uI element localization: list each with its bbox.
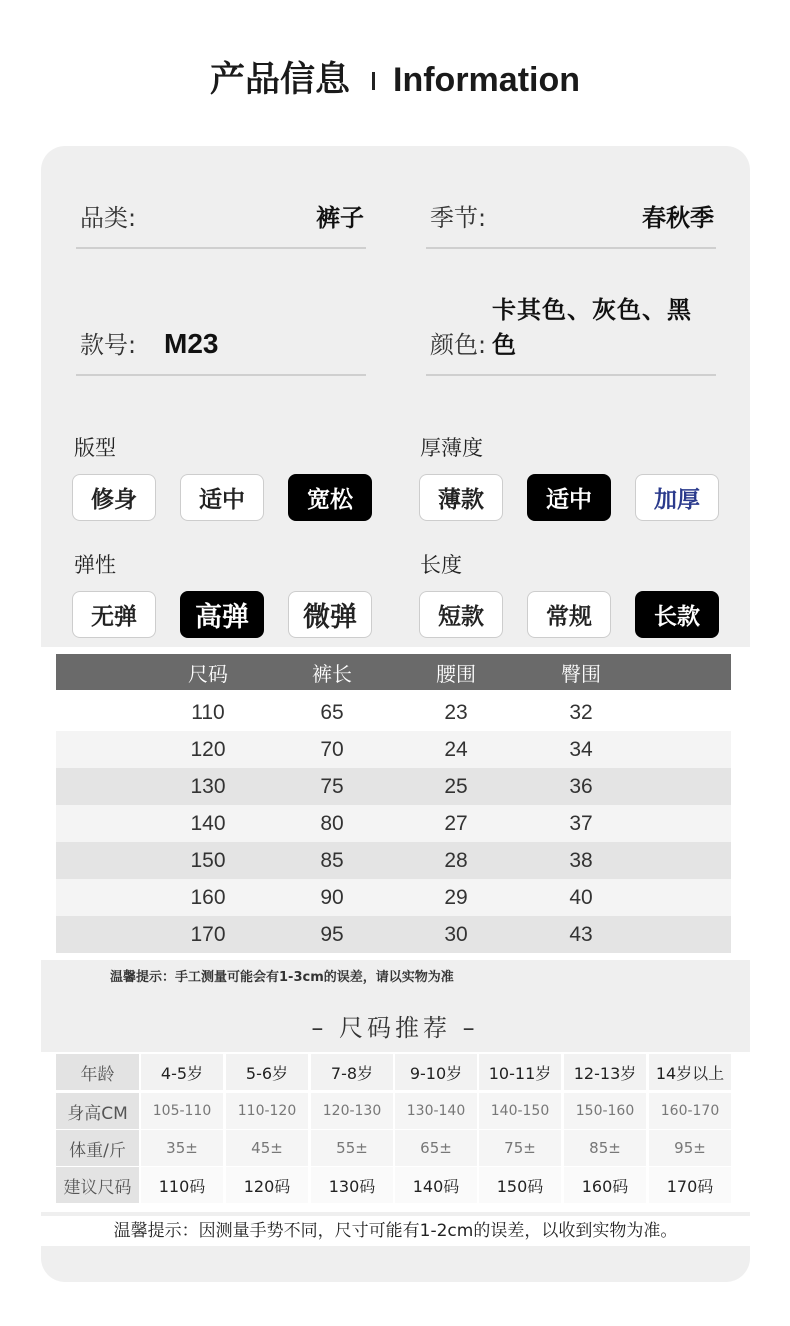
age-cell: 7-8岁: [311, 1054, 393, 1090]
length-option-long: 长款: [635, 591, 719, 638]
cell-length: 90: [320, 885, 344, 909]
height-cell: 140-150: [479, 1093, 561, 1129]
elasticity-option-none: 无弹: [72, 591, 156, 638]
size-cell: 120码: [226, 1167, 308, 1203]
thickness-title: 厚薄度: [420, 436, 483, 460]
cell-length: 75: [320, 774, 344, 798]
age-cell: 10-11岁: [479, 1054, 561, 1090]
weight-cell: 95±: [649, 1130, 731, 1166]
table-row: [56, 842, 731, 879]
season-label: 季节:: [430, 204, 487, 232]
age-cell: 9-10岁: [395, 1054, 477, 1090]
header-waist: 腰围: [436, 661, 476, 686]
fit-option-loose: 宽松: [288, 474, 372, 521]
cell-hip: 34: [569, 737, 593, 761]
title-divider: [372, 72, 375, 90]
cell-waist: 27: [444, 811, 468, 835]
model-label: 款号:: [80, 331, 137, 359]
header-size: 尺码: [188, 661, 228, 686]
cell-hip: 32: [569, 700, 593, 724]
table-row: [56, 731, 731, 768]
color-value: 卡其色、灰色、黑色: [492, 296, 692, 359]
height-row: [56, 1093, 731, 1129]
measurement-note: 温馨提示：因测量手势不同，尺寸可能有1-2cm的误差，以收到实物为准。: [41, 1216, 750, 1246]
color-label: 颜色:: [430, 331, 487, 359]
weight-cell: 75±: [479, 1130, 561, 1166]
weight-row: [56, 1130, 731, 1166]
height-row-label: 身高CM: [56, 1093, 139, 1129]
model-field: [76, 273, 366, 376]
length-option-regular: 常规: [527, 591, 611, 638]
age-row-label: 年龄: [56, 1054, 139, 1090]
weight-cell: 85±: [564, 1130, 646, 1166]
cell-hip: 40: [569, 885, 593, 909]
cell-size: 150: [190, 848, 226, 872]
age-cell: 12-13岁: [564, 1054, 646, 1090]
title-en: Information: [393, 61, 580, 99]
length-option-short: 短款: [419, 591, 503, 638]
thickness-option-thin: 薄款: [419, 474, 503, 521]
size-recommend-table: [41, 1052, 750, 1212]
title-cn: 产品信息: [210, 60, 351, 100]
category-field: [76, 146, 366, 249]
table-row: [56, 916, 731, 953]
weight-cell: 45±: [226, 1130, 308, 1166]
thickness-option-medium: 适中: [527, 474, 611, 521]
size-cell: 160码: [564, 1167, 646, 1203]
weight-cell: 65±: [395, 1130, 477, 1166]
elasticity-option-slight: 微弹: [288, 591, 372, 638]
height-cell: 160-170: [649, 1093, 731, 1129]
cell-waist: 24: [444, 737, 468, 761]
height-cell: 105-110: [141, 1093, 223, 1129]
size-cell: 110码: [141, 1167, 223, 1203]
category-value: 裤子: [316, 204, 364, 232]
cell-length: 65: [320, 700, 344, 724]
size-cell: 140码: [395, 1167, 477, 1203]
length-title: 长度: [420, 553, 462, 577]
color-field: [426, 273, 716, 376]
cell-size: 170: [190, 922, 226, 946]
header-length: 裤长: [312, 661, 352, 686]
cell-waist: 23: [444, 700, 468, 724]
cell-length: 70: [320, 737, 344, 761]
age-cell: 4-5岁: [141, 1054, 223, 1090]
age-cell: 14岁以上: [649, 1054, 731, 1090]
table-row: [56, 879, 731, 916]
cell-waist: 28: [444, 848, 468, 872]
age-cell: 5-6岁: [226, 1054, 308, 1090]
cell-length: 95: [320, 922, 344, 946]
header-hip: 臀围: [561, 661, 601, 686]
cell-length: 85: [320, 848, 344, 872]
cell-hip: 38: [569, 848, 593, 872]
cell-hip: 36: [569, 774, 593, 798]
height-cell: 120-130: [311, 1093, 393, 1129]
season-field: [426, 146, 716, 249]
cell-size: 140: [190, 811, 226, 835]
table-row: [56, 805, 731, 842]
thickness-option-thick: 加厚: [635, 474, 719, 521]
cell-hip: 37: [569, 811, 593, 835]
size-table-note: 温馨提示：手工测量可能会有1-3cm的误差，请以实物为准: [110, 970, 454, 985]
model-value: M23: [164, 328, 219, 359]
cell-size: 120: [190, 737, 226, 761]
age-row: [56, 1054, 731, 1090]
size-cell: 170码: [649, 1167, 731, 1203]
table-row: [56, 694, 731, 731]
height-cell: 130-140: [395, 1093, 477, 1129]
cell-hip: 43: [569, 922, 593, 946]
weight-cell: 55±: [311, 1130, 393, 1166]
cell-waist: 30: [444, 922, 468, 946]
weight-row-label: 体重/斤: [56, 1130, 139, 1166]
height-cell: 110-120: [226, 1093, 308, 1129]
height-cell: 150-160: [564, 1093, 646, 1129]
category-label: 品类:: [80, 204, 137, 232]
elasticity-title: 弹性: [74, 553, 116, 577]
size-cell: 130码: [311, 1167, 393, 1203]
size-row: [56, 1167, 731, 1203]
cell-waist: 25: [444, 774, 468, 798]
table-row: [56, 768, 731, 805]
cell-waist: 29: [444, 885, 468, 909]
page-title: [0, 52, 790, 112]
cell-size: 130: [190, 774, 226, 798]
cell-size: 160: [190, 885, 226, 909]
size-row-label: 建议尺码: [56, 1167, 139, 1203]
cell-length: 80: [320, 811, 344, 835]
weight-cell: 35±: [141, 1130, 223, 1166]
size-table: [41, 647, 750, 960]
size-recommend-title: – 尺码推荐 –: [311, 1014, 479, 1042]
size-cell: 150码: [479, 1167, 561, 1203]
cell-size: 110: [191, 700, 225, 724]
fit-option-regular: 适中: [180, 474, 264, 521]
fit-option-slim: 修身: [72, 474, 156, 521]
elasticity-option-high: 高弹: [180, 591, 264, 638]
fit-title: 版型: [74, 436, 116, 460]
season-value: 春秋季: [642, 204, 714, 232]
size-table-header: [56, 654, 731, 690]
